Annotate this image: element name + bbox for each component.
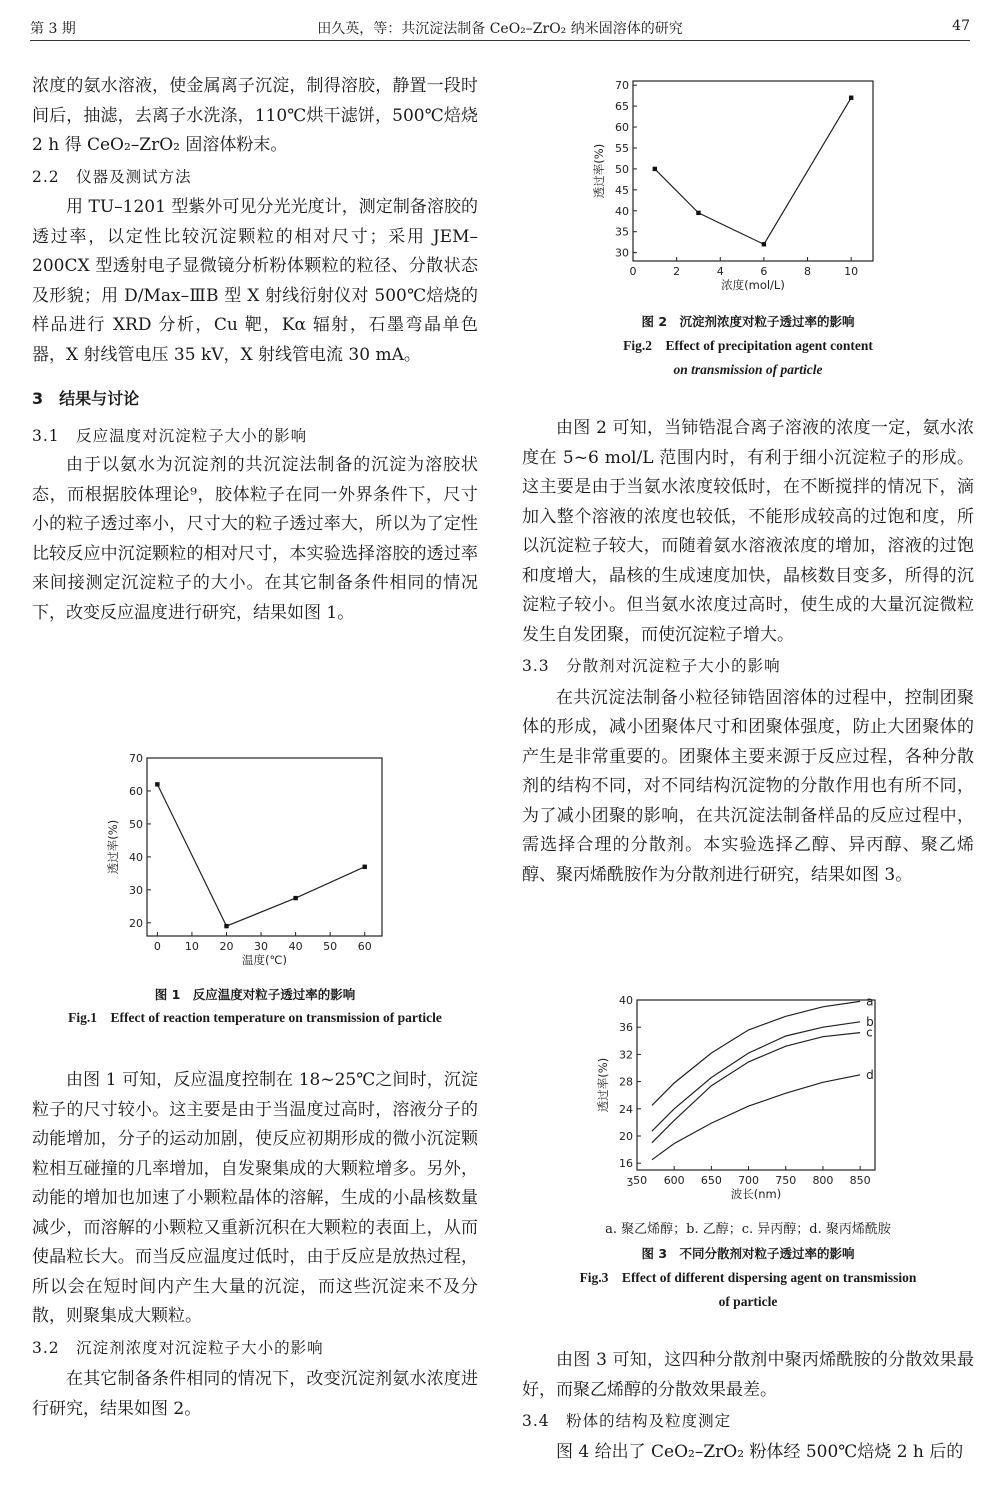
y-tick-label: 20 — [129, 916, 143, 930]
series-b-label: b — [866, 1014, 874, 1029]
section-heading-3-4: 3.4 粉体的结构及粒度测定 — [522, 1412, 732, 1430]
series-a-label: a — [866, 994, 874, 1009]
y-tick-label: 55 — [615, 141, 629, 155]
issue-number: 第 3 期 — [30, 21, 76, 37]
x-tick-label: 850 — [849, 1174, 871, 1187]
x-axis-label: 温度(℃) — [242, 953, 287, 967]
x-tick-label: 700 — [738, 1174, 760, 1187]
figure-3-caption-cn: 图 3 不同分散剂对粒子透过率的影响 — [641, 1246, 855, 1261]
left-column-lower — [32, 1066, 478, 1424]
figure-3-caption-en-1: Fig.3 Effect of different dispersing agent on transmission — [579, 1270, 917, 1285]
y-tick-label: 40 — [129, 850, 143, 864]
figure-1-chart — [95, 748, 395, 976]
figure-2-chart — [585, 75, 885, 305]
y-axis-label: 透过率(%) — [596, 1057, 610, 1113]
figure-2-caption-en-1: Fig.2 Effect of precipitation agent content — [623, 338, 873, 353]
series-a-line — [652, 1001, 860, 1105]
x-tick-label: 60 — [357, 940, 372, 953]
section-heading-3-2: 3.2 沉淀剂浓度对沉淀粒子大小的影响 — [32, 1338, 324, 1357]
paragraph: 用 TU–1201 型紫外可见分光光度计，测定制备溶胶的透过率，以定性比较沉淀颗粒的相对尺寸；采用 JEM–200CX 型透射电子显微镜分析粉体颗粒的粒径、分散状态及形貌；用 D/Max–ⅢB 型 X 射线衍射仪对 500℃焙烧的样品进行 XRD 分析，Cu 靶，Kα 辐射，石墨弯晶单色器，X 射线管电压 35 kV，X 射线管电流 30 mA。 — [32, 197, 478, 365]
paragraph: 浓度的氨水溶液，使金属离子沉淀，制得溶胶，静置一段时间后，抽滤，去离子水洗涤，110℃烘干滤饼，500℃焙烧 2 h 得 CeO₂–ZrO₂ 固溶体粉末。 — [32, 76, 478, 155]
x-axis-label: 波长(nm) — [730, 1187, 782, 1201]
data-point — [696, 211, 700, 215]
data-point — [762, 242, 766, 246]
series-line — [157, 784, 364, 926]
figure-1-caption-en: Fig.1 Effect of reaction temperature on transmission of particle — [68, 1010, 442, 1025]
paragraph: 在共沉淀法制备小粒径铈锆固溶体的过程中，控制团聚体的形成，减小团聚体尺寸和团聚体强度，防止大团聚体的产生是非常重要的。团聚体主要来源于反应过程，各种分散剂的结构不同，对不同结构沉淀物的分散作用也有所不同，为了减小团聚的影响，在共沉淀法制备样品的反应过程中，需选择合理的分散剂。本实验选择乙醇、异丙醇、聚乙烯醇、聚丙烯酰胺作为分散剂进行研究，结果如图 3。 — [522, 687, 974, 885]
paragraph: 由图 1 可知，反应温度控制在 18~25℃之间时，沉淀粒子的尺寸较小。这主要是由于当温度过高时，溶液分子的动能增加，分子的运动加剧，使反应初期形成的微小沉淀颗粒相互碰撞的几率增加，自发聚集成的大颗粒增多。另外，动能的增加也加速了小颗粒晶体的溶解，生成的小晶核数量减少，而溶解的小颗粒又重新沉积在大颗粒的表面上，从而使晶粒长大。而当反应温度过低时，由于反应是放热过程，所以会在短时间内产生大量的沉淀，而这些沉淀来不及分散，则聚集成大颗粒。 — [32, 1070, 478, 1326]
x-tick-label: 2 — [673, 265, 681, 278]
data-point — [363, 865, 367, 869]
x-tick-label: 750 — [775, 1174, 797, 1187]
x-tick-label: 10 — [184, 940, 199, 953]
paragraph: 由图 2 可知，当铈锆混合离子溶液的浓度一定，氨水浓度在 5~6 mol/L 范围内时，有利于细小沉淀粒子的形成。这主要是由于当氨水浓度较低时，在不断搅拌的情况下，滴加入整个溶液的浓度也较低，不能形成较高的过饱和度，所以沉淀粒子较大，而随着氨水溶液浓度的增加，溶液的过饱和度增大，晶核的生成速度加快，晶核数目变多，所得的沉淀粒子较小。但当氨水浓度过高时，使生成的大量沉淀微粒发生自发团聚，而使沉淀粒子增大。 — [522, 418, 974, 645]
figure-2-caption-en-2: on transmission of particle — [673, 362, 823, 377]
running-title: 田久英，等：共沉淀法制备 CeO₂–ZrO₂ 纳米固溶体的研究 — [317, 21, 683, 37]
x-tick-label: 40 — [288, 940, 303, 953]
data-point — [653, 167, 657, 171]
y-tick-label: 65 — [615, 100, 629, 114]
y-tick-label: 60 — [615, 121, 629, 135]
x-tick-label: 800 — [812, 1174, 834, 1187]
y-tick-label: 70 — [129, 752, 143, 765]
y-tick-label: 70 — [615, 79, 629, 93]
paragraph: 由于以氨水为沉淀剂的共沉淀法制备的沉淀为溶胶状态，而根据胶体理论⁹，胶体粒子在同一外界条件下，尺寸小的粒子透过率小，尺寸大的粒子透过率大，所以为了定性比较反应中沉淀颗粒的相对尺寸，本实验选择溶胶的透过率来间接测定沉淀粒子的大小。在其它制备条件相同的情况下，改变反应温度进行研究，结果如图 1。 — [32, 455, 478, 623]
paragraph: 由图 3 可知，这四种分散剂中聚丙烯酰胺的分散效果最好，而聚乙烯醇的分散效果最差。 — [522, 1350, 974, 1400]
figure-1-caption — [32, 984, 478, 1030]
x-tick-label: 6 — [760, 265, 768, 278]
x-tick-label: 8 — [804, 265, 812, 278]
x-tick-label: 4 — [716, 265, 724, 278]
y-tick-label: 20 — [619, 1130, 633, 1143]
section-heading-3-1: 3.1 反应温度对沉淀粒子大小的影响 — [32, 426, 308, 445]
section-heading-2-2: 2.2 仪器及测试方法 — [32, 167, 192, 186]
figure-2-caption-cn: 图 2 沉淀剂浓度对粒子透过率的影响 — [641, 314, 855, 329]
y-axis-label: 透过率(%) — [592, 143, 606, 199]
x-tick-label: 30 — [254, 940, 269, 953]
x-tick-label: 50 — [323, 940, 338, 953]
plot-frame — [147, 758, 382, 936]
x-tick-label: 0 — [629, 265, 637, 278]
series-line — [655, 98, 851, 245]
x-tick-label: 650 — [700, 1174, 722, 1187]
x-tick-label: ʒ50 — [626, 1174, 648, 1187]
left-column — [32, 72, 478, 628]
y-axis-label: 透过率(%) — [106, 819, 120, 875]
series-c-label: c — [866, 1025, 873, 1040]
y-tick-label: 36 — [619, 1021, 633, 1035]
y-tick-label: 45 — [615, 183, 629, 197]
data-point — [849, 96, 853, 100]
section-heading-3: 3 结果与讨论 — [32, 389, 140, 408]
x-axis-label: 浓度(mol/L) — [721, 278, 785, 292]
x-tick-label: 20 — [219, 940, 234, 953]
y-tick-label: 28 — [619, 1075, 633, 1089]
data-point — [293, 896, 297, 900]
series-d-line — [652, 1075, 860, 1160]
paragraph: 在其它制备条件相同的情况下，改变沉淀剂氨水浓度进行研究，结果如图 2。 — [32, 1369, 478, 1419]
page-number: 47 — [952, 18, 970, 34]
figure-1-caption-cn: 图 1 反应温度对粒子透过率的影响 — [154, 987, 356, 1002]
x-tick-label: 600 — [663, 1174, 685, 1187]
y-tick-label: 60 — [129, 784, 143, 798]
series-d-label: d — [866, 1067, 874, 1082]
data-point — [155, 782, 159, 786]
y-tick-label: 16 — [619, 1157, 633, 1171]
section-heading-3-3: 3.3 分散剂对沉淀粒子大小的影响 — [522, 657, 781, 675]
y-tick-label: 32 — [619, 1048, 633, 1062]
x-tick-label: 0 — [153, 940, 161, 953]
figure-3-caption-en-2: of particle — [718, 1294, 778, 1309]
figure-3-chart — [585, 990, 905, 1218]
y-tick-label: 50 — [615, 162, 629, 176]
figure-2-caption — [522, 310, 974, 382]
figure-3-legend-note: a. 聚乙烯醇；b. 乙醇；c. 异丙醇；d. 聚丙烯酰胺 — [605, 1222, 891, 1237]
y-tick-label: 30 — [615, 246, 629, 260]
y-tick-label: 35 — [615, 225, 629, 239]
data-point — [224, 924, 228, 928]
x-tick-label: 10 — [844, 265, 859, 278]
y-tick-label: 40 — [619, 994, 633, 1007]
plot-frame — [633, 81, 873, 261]
y-tick-label: 30 — [129, 883, 143, 897]
page-header — [30, 14, 970, 41]
figure-3-caption — [522, 1218, 974, 1314]
right-column — [522, 414, 974, 890]
y-tick-label: 50 — [129, 817, 143, 831]
y-tick-label: 40 — [615, 204, 629, 218]
right-column-lower — [522, 1346, 974, 1467]
y-tick-label: 24 — [619, 1102, 633, 1116]
paragraph: 图 4 给出了 CeO₂–ZrO₂ 粉体经 500℃焙烧 2 h 后的 — [556, 1441, 964, 1462]
